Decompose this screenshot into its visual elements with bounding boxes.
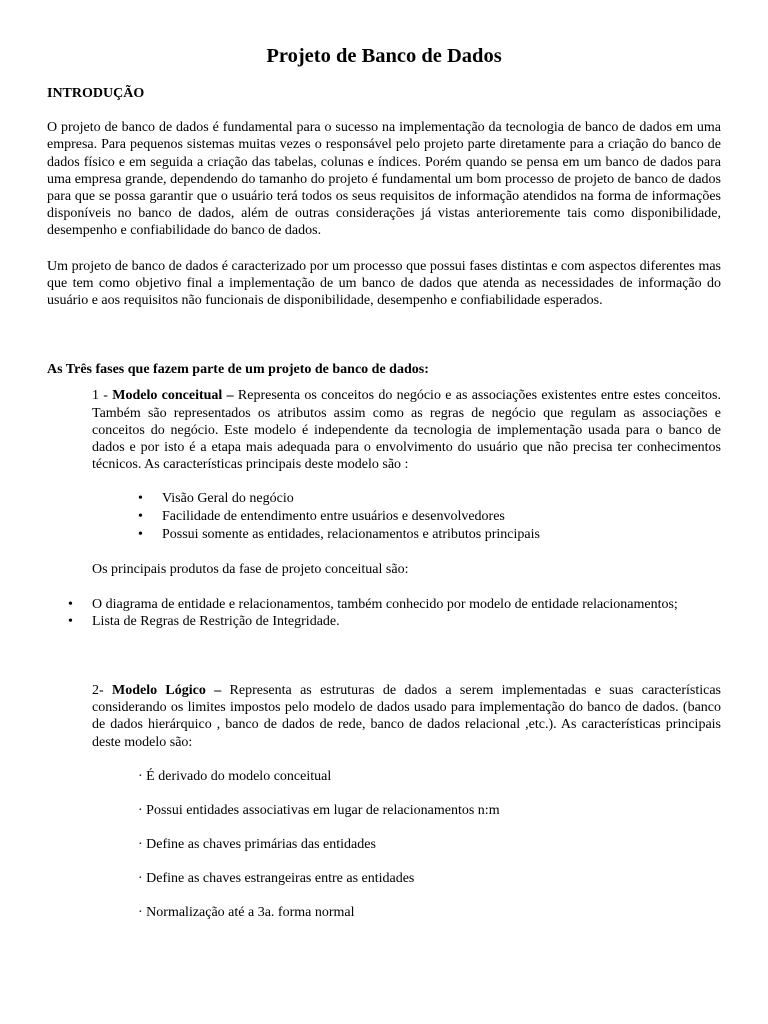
logico-paragraph: [92, 682, 721, 751]
logico-features-list: [138, 768, 721, 921]
list-item: · Define as chaves estrangeiras entre as entidades: [138, 870, 721, 887]
list-item: · Possui entidades associativas em lugar de relacionamentos n:m: [138, 802, 721, 819]
list-item: • Lista de Regras de Restrição de Integridade.: [47, 613, 721, 630]
conceitual-features-list: [138, 490, 721, 544]
logico-name: Modelo Lógico –: [112, 683, 230, 699]
logico-text: Representa as estruturas de dados a serem implementadas e suas características considerando os limites impostos pelo modelo de dados usado para implementação do banco de dados. (banco de dados hierárquico , banco de dados de rede, banco de dados relacional ,etc.). As características principais deste modelo são:: [92, 683, 722, 750]
logico-prefix: 2-: [92, 683, 112, 699]
list-item: · Normalização até a 3a. forma normal: [138, 904, 721, 921]
list-item: • Possui somente as entidades, relacionamentos e atributos principais: [138, 526, 721, 544]
document-title: Projeto de Banco de Dados: [266, 45, 502, 67]
phases-heading: As Três fases que fazem parte de um projeto de banco de dados:: [47, 362, 429, 378]
list-item: · É derivado do modelo conceitual: [138, 768, 721, 785]
conceitual-paragraph: [92, 387, 721, 473]
conceitual-text: Representa os conceitos do negócio e as associações existentes entre estes conceitos. Também são representados os atributos assim como as regras de negócio que regulam as associações e conceitos do negócio. Este modelo é independente da tecnologia de implementação usada para o banco de dados e por isto é a etapa mais adequada para o envolvimento do usuário que não precisa ter conhecimentos técnicos. As características principais deste modelo são :: [92, 388, 721, 473]
list-item: · Define as chaves primárias das entidades: [138, 836, 721, 853]
intro-heading: INTRODUÇÃO: [47, 86, 145, 101]
intro-paragraph-1: O projeto de banco de dados é fundamental para o sucesso na implementação da tecnologia de banco de dados em uma empresa. Para pequenos sistemas muitas vezes o responsável pelo projeto parte diretamente para a criação do banco de dados físico e em seguida a criação das tabelas, colunas e índices. Porém quando se pensa em um banco de dados para uma empresa grande, dependendo do tamanho do projeto é fundamental um bom processo de projeto de banco de dados para que se possa garantir que o usuário terá todos os seus requisitos de informação atendidos na forma de informações disponíveis no banco de dados, além de outras considerações já vistas anterioremente tais como disponibilidade, desempenho e confiabilidade do banco de dados.: [47, 120, 721, 239]
conceitual-prefix: 1 -: [92, 388, 113, 404]
list-item: • O diagrama de entidade e relacionamentos, também conhecido por modelo de entidade relacionamentos;: [47, 596, 721, 613]
document-page: [47, 44, 721, 938]
list-item: • Visão Geral do negócio: [138, 490, 721, 508]
list-item: • Facilidade de entendimento entre usuários e desenvolvedores: [138, 508, 721, 526]
conceitual-name: Modelo conceitual –: [112, 388, 238, 404]
conceitual-products-list: [47, 596, 721, 630]
intro-paragraph-2: Um projeto de banco de dados é caracterizado por um processo que possui fases distintas e com aspectos diferentes mas que tem como objetivo final a implementação de um banco de dados que atenda as necessidades de informação do usuário e aos requisitos não funcionais de disponibilidade, desempenho e confiabilidade esperados.: [47, 258, 721, 309]
conceitual-products-intro: Os principais produtos da fase de projeto conceitual são:: [92, 562, 409, 578]
